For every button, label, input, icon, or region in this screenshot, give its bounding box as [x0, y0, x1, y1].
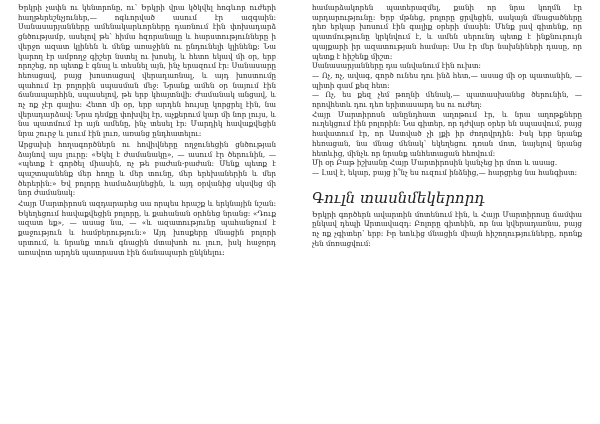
- dialogue-line: — Ոչ, ոչ, ավագ, գործ ունես դու ինձ հետ,— ասաց մի օր պատանին, — պիտի գամ քեզ հետ։: [312, 70, 582, 90]
- dialogue-line: — Ոչ, ես քեզ չեմ թողնի մենակ,— պատասխանեց ծերունին, — որովհետև դու դեռ երիտասարդ ես ու ուժեղ։: [312, 90, 582, 110]
- paragraph: Երկրի գործերն ավարտին մոտենում էին, և Հայր Մարտիրոսը ճամփա ընկավ դեպի Արտավազդ։ Բոլորը գիտեին, որ նա կվերադառնա, բայց ոչ ոք չգիտեր՝ երբ։ Իր ետևից մնացին միայն հիշողությունները, որոնք չեն մոռացվում։: [312, 209, 582, 248]
- paragraph: Սանասարյանները դա անվանում էին ուխտ։: [312, 61, 481, 71]
- chapter-title: Գուլն տասնմեկերորդ: [312, 188, 485, 207]
- paragraph: Մի օր Բաթ իշխանը Հայր Մարտիրոսին կանչեց իր մոտ և ասաց.: [312, 158, 558, 168]
- paragraph: Հայր Մարտիրոսն ազդարարեց սա որպես հրաշք և երկնային նշան։ Եկեղեցում հավաքվեցին բոլորը, և քահանան օրհնեց նրանց։ «Դուք ազատ եք», — ասաց նա, — «և ազատությունը պահանջում է քաջություն և համբերություն։» Այդ խոսքերը մնացին բոլորի սրտում, և նրանք տուն գնացին մտախոհ ու լուռ, իսկ հաջորդ առավոտ արդեն պատրաստ էին ճանապարհ ընկնելու։: [18, 199, 276, 257]
- paragraph: Երկրի չափն ու կենտրոնը, ու՝ Երկրի վրա կծկվել հոգևոր ուժերի հաղթերեշնչյուներ,— ոգևորված ասում էր ազգաին։ Սանասարյանները ամենակարևորները դառնում էին փոխադարձ ցնծությամբ, ասելով թե՝ հիմա հզորանալը և հարստությունները ի վերջո ազատ կլինեն և մենք առաջինն ու ընդունելի կլինենք։ Նա կարող էր ամբողջ գիշեր նստել ու խոսել, և հետո եկավ մի օր, երբ որոշեց, որ պետք է գնալ և տեսնել այն, ինչ երազում էր։ Սանասարը հեռացավ, բայց խոստացավ վերադառնալ, և այդ խոստումը պահում էր բոլորին սպասման մեջ։ Նրանք ամեն օր նայում էին ճանապարհին, սպասելով, թե երբ կհայտնվի։ Ժամանակ անցավ, և ոչ ոք չէր գալիս։ Հետո մի օր, երբ արդեն հույսը կորցրել էին, նա վերադարձավ։ Նրա դեմքը փոխվել էր, աչքերում կար մի նոր լույս, և նա պատմում էր այն ամենը, ինչ տեսել էր։ Մարդիկ հավաքվեցին նրա շուրջ և լսում էին լուռ, առանց ընդհատելու։: [18, 3, 276, 139]
- paragraph: Արցախի հողագործներն ու հովիվները ողջունեցին ցնծության ձայնով այս լուրը։ «Եկել է ժամանակը», — ասում էր ծերունին, — «պետք է գործել միասին, ոչ թե բաժան-բաժան։ Մենք պետք է պաշտպանենք մեր հողը և մեր տունը, մեր երեխաներին և մեր ծերերին։» Եվ բոլորը համաձայնեցին, և այդ օրվանից սկսվեց մի նոր ժամանակ։: [18, 139, 276, 198]
- left-text-column: [18, 3, 276, 257]
- paragraph: Հայր Մարտիրոսն անընդհատ աղոթում էր, և նրա աղոթքները ուղեկցում էին բոլորին։ Նա գիտեր, որ դժվար օրեր են սպասվում, բայց հավատում էր, որ Աստված չի լքի իր ժողովրդին։ Իսկ երբ նրանք հեռացան, նա մնաց մենակ՝ եկեղեցու դռան մոտ, նայելով նրանց հետևից, մինչև որ նրանք անհետացան հեռվում։: [312, 109, 582, 158]
- dialogue-line: — Լավ է, եկար, բայց ի՞նչ ես ուզում ինձնից,— հարցրեց նա հանգիստ։: [312, 167, 578, 177]
- paragraph: համարձակորեն պատերազմել, քանի որ նրա կողմն էր արդարությունը։ Երբ մթնեց, բոլորը ցրվեցին, սակայն մնացածները դեռ երկար խոսում էին գալիք օրերի մասին։ Մենք լավ գիտենք, որ պատմությունը կրկնվում է, և ամեն սերունդ պետք է ինքնուրույն պայքարի իր ազատության համար։ Սա էր մեր նախնիների դասը, որ պետք է հիշենք միշտ։: [312, 3, 582, 61]
- right-text-column: [312, 3, 582, 248]
